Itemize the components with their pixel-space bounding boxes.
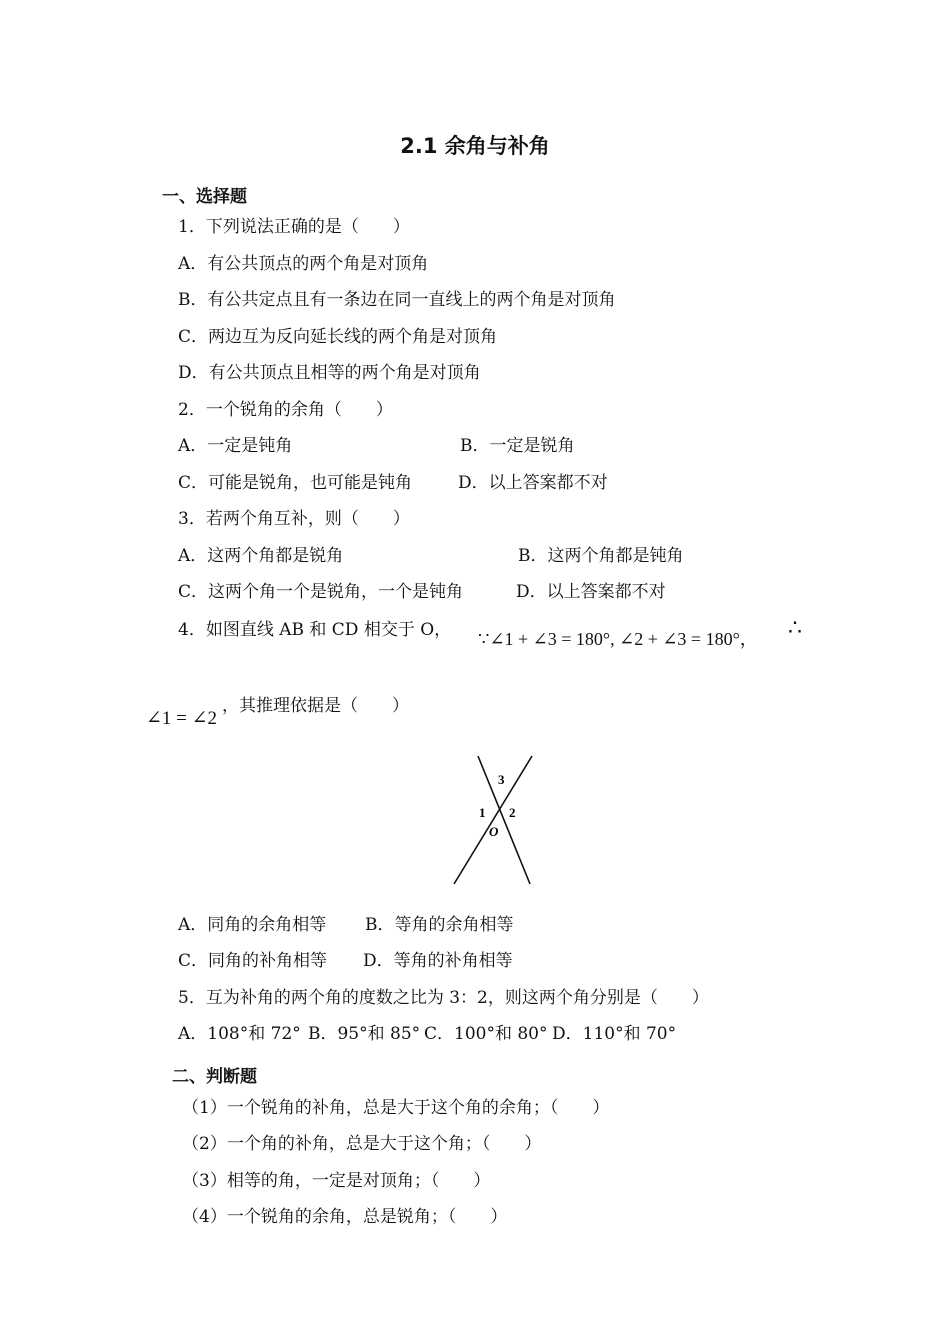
- q3-stem: 3．若两个角互补，则（ ）: [178, 509, 410, 529]
- judge-item-1: （1）一个锐角的补角，总是大于这个角的余角；（ ）: [182, 1098, 610, 1118]
- point-label-o: O: [489, 824, 499, 839]
- q5-option-d: D．110°和 70°: [552, 1024, 677, 1044]
- q1-stem: 1．下列说法正确的是（ ）: [178, 217, 410, 237]
- q1-option-d: D．有公共顶点且相等的两个角是对顶角: [178, 363, 481, 383]
- q4-option-c: C．同角的补角相等: [178, 951, 328, 971]
- judge-item-2: （2）一个角的补角，总是大于这个角；（ ）: [182, 1134, 542, 1154]
- q4-option-a: A．同角的余角相等: [178, 915, 327, 935]
- section-heading-judge: 二、判断题: [172, 1067, 257, 1087]
- therefore-symbol: ∴: [788, 616, 802, 641]
- q2-option-a: A．一定是钝角: [178, 436, 293, 456]
- q3-option-a: A．这两个角都是锐角: [178, 546, 344, 566]
- q3-option-d: D．以上答案都不对: [516, 582, 666, 602]
- q4-option-d: D．等角的补角相等: [363, 951, 513, 971]
- q3-option-b: B．这两个角都是钝角: [518, 546, 684, 566]
- q2-stem: 2．一个锐角的余角（ ）: [178, 400, 393, 420]
- q2-option-b: B．一定是锐角: [460, 436, 575, 456]
- q4-option-b: B．等角的余角相等: [365, 915, 514, 935]
- q1-option-b: B．有公共定点且有一条边在同一直线上的两个角是对顶角: [178, 290, 616, 310]
- q5-option-c: C．100°和 80°: [424, 1024, 548, 1044]
- judge-item-4: （4）一个锐角的余角，总是锐角；（ ）: [182, 1207, 508, 1227]
- section-heading-choice: 一、选择题: [162, 187, 247, 207]
- q1-option-c: C．两边互为反向延长线的两个角是对顶角: [178, 327, 498, 347]
- intersecting-lines-figure: [440, 750, 550, 890]
- q5-option-a: A．108°和 72°: [178, 1024, 301, 1044]
- judge-item-3: （3）相等的角，一定是对顶角；（ ）: [182, 1171, 491, 1191]
- q2-option-c: C．可能是锐角，也可能是钝角: [178, 473, 413, 493]
- q4-math-premise: ∵∠1 + ∠3 = 180°, ∠2 + ∠3 = 180°，: [478, 629, 758, 649]
- q5-stem: 5．互为补角的两个角的度数之比为 3：2，则这两个角分别是（ ）: [178, 988, 709, 1008]
- q1-option-a: A．有公共顶点的两个角是对顶角: [178, 254, 429, 274]
- q2-option-d: D．以上答案都不对: [458, 473, 608, 493]
- q4-math-conclusion: ∠1 = ∠2: [146, 708, 218, 729]
- q3-option-c: C．这两个角一个是锐角，一个是钝角: [178, 582, 464, 602]
- q4-stem-continued: ，其推理依据是（ ）: [222, 696, 409, 716]
- angle-label-2: 2: [509, 805, 516, 820]
- line-cd: [454, 756, 532, 884]
- q5-option-b: B．95°和 85°: [308, 1024, 421, 1044]
- angle-label-3: 3: [498, 772, 505, 787]
- page-title: 2.1 余角与补角: [400, 134, 550, 158]
- q4-stem: 4．如图直线 AB 和 CD 相交于 O，: [178, 620, 452, 640]
- angle-label-1: 1: [479, 805, 486, 820]
